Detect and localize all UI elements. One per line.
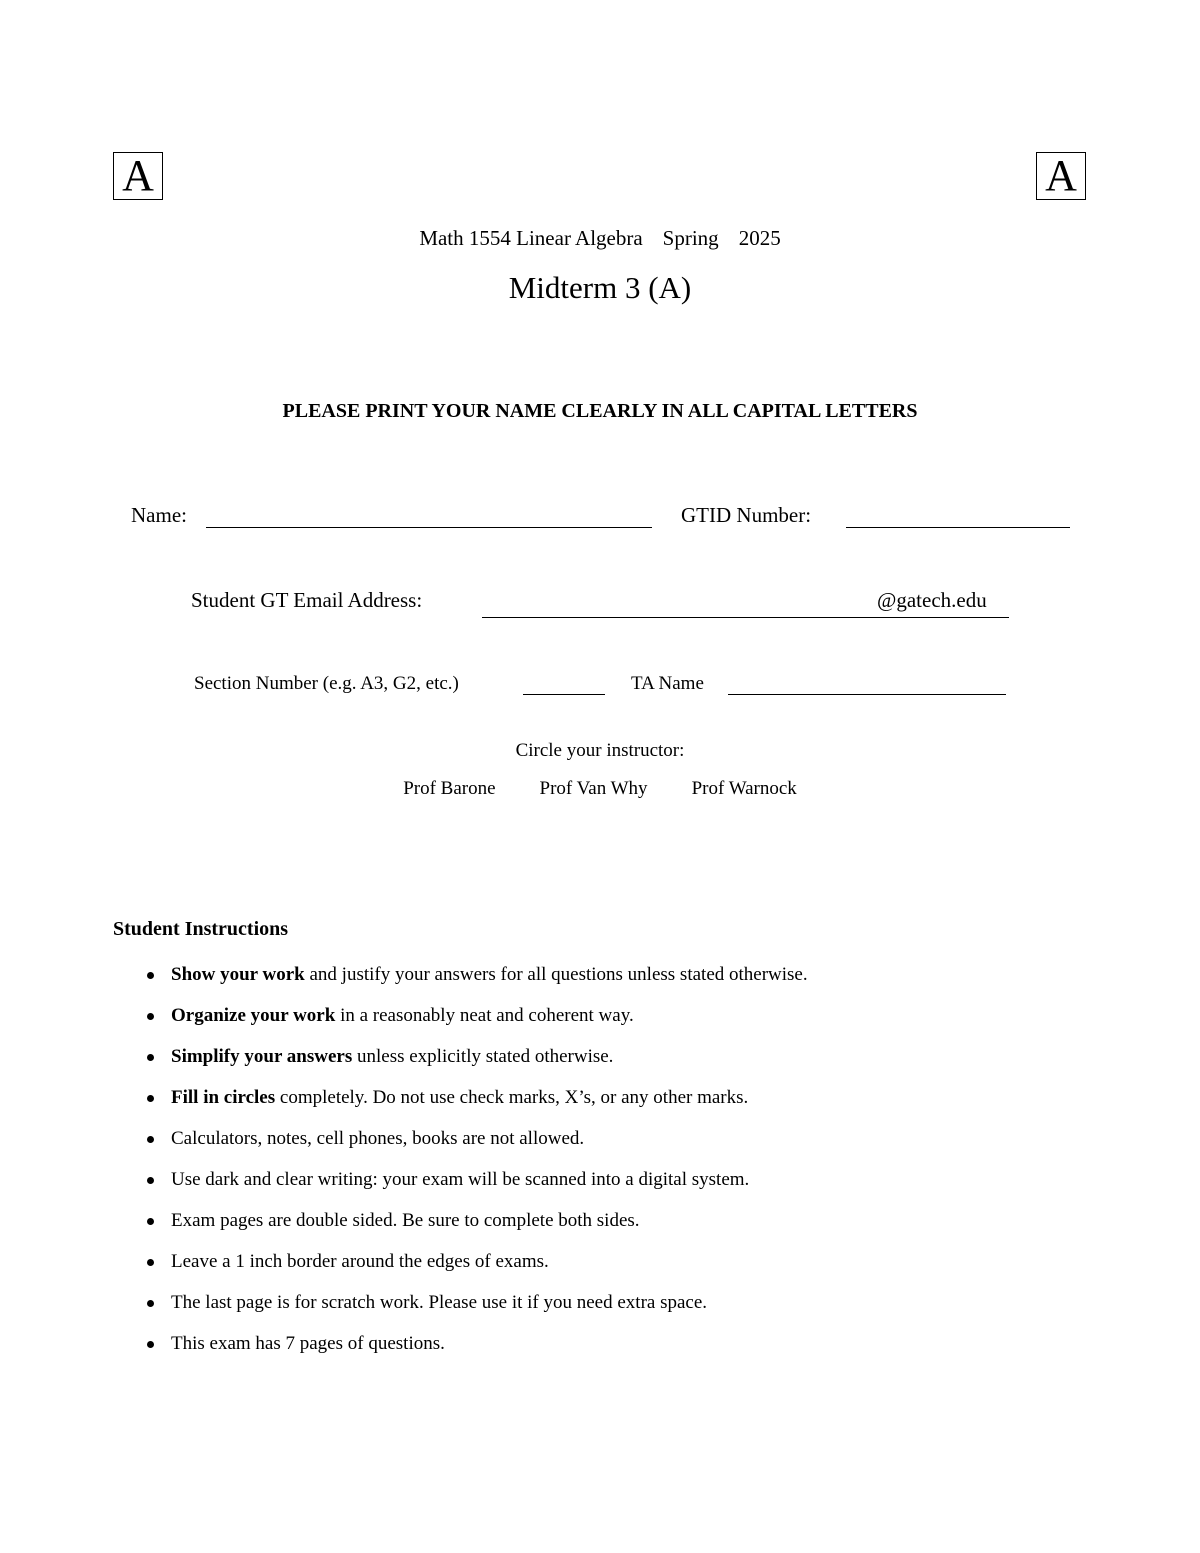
list-item: The last page is for scratch work. Please use it if you need extra space. [140, 1290, 1100, 1331]
course-line [0, 226, 1200, 251]
bullet-icon [147, 1054, 154, 1061]
list-item: Leave a 1 inch border around the edges of exams. [140, 1249, 1100, 1290]
ta-label: TA Name [631, 673, 704, 694]
bullet-icon [147, 1177, 154, 1184]
version-marker-right: A [1036, 152, 1086, 200]
list-item: Calculators, notes, cell phones, books are not allowed. [140, 1126, 1100, 1167]
gtid-label: GTID Number: [681, 503, 812, 527]
bullet-icon [147, 1259, 154, 1266]
name-label: Name: [131, 503, 187, 527]
instructor-option[interactable]: Prof Van Why [539, 778, 648, 799]
list-item: This exam has 7 pages of questions. [140, 1331, 1100, 1372]
instructor-options [0, 778, 1200, 800]
print-name-notice: PLEASE PRINT YOUR NAME CLEARLY IN ALL CAPITAL LETTERS [282, 400, 918, 422]
list-item: Fill in circles completely. Do not use check marks, X’s, or any other marks. [140, 1085, 1100, 1126]
instructions-heading: Student Instructions [113, 918, 289, 940]
bullet-icon [147, 972, 154, 979]
instructor-prompt: Circle your instructor: [515, 740, 685, 761]
course-year: 2025 [738, 226, 781, 250]
list-item: Use dark and clear writing: your exam will be scanned into a digital system. [140, 1167, 1100, 1208]
ta-blank[interactable] [728, 694, 1006, 695]
bullet-icon [147, 1013, 154, 1020]
email-blank[interactable] [482, 617, 1009, 618]
section-blank[interactable] [523, 694, 605, 695]
bullet-icon [147, 1136, 154, 1143]
exam-title: Midterm 3 (A) [508, 270, 692, 305]
name-blank[interactable] [206, 527, 652, 528]
course-term: Spring [662, 226, 719, 250]
list-item: Exam pages are double sided. Be sure to complete both sides. [140, 1208, 1100, 1249]
instructor-option[interactable]: Prof Barone [403, 778, 496, 799]
bullet-icon [147, 1300, 154, 1307]
instructions-list [140, 962, 1100, 1372]
instructor-option[interactable]: Prof Warnock [691, 778, 797, 799]
list-item: Simplify your answers unless explicitly stated otherwise. [140, 1044, 1100, 1085]
section-label: Section Number (e.g. A3, G2, etc.) [194, 673, 459, 694]
bullet-icon [147, 1218, 154, 1225]
email-label: Student GT Email Address: [191, 588, 423, 612]
course-name: Math 1554 Linear Algebra [419, 226, 643, 250]
bullet-icon [147, 1341, 154, 1348]
list-item: Show your work and justify your answers for all questions unless stated otherwise. [140, 962, 1100, 1003]
list-item: Organize your work in a reasonably neat and coherent way. [140, 1003, 1100, 1044]
gtid-blank[interactable] [846, 527, 1070, 528]
email-domain-suffix: @gatech.edu [877, 588, 987, 612]
version-marker-left: A [113, 152, 163, 200]
bullet-icon [147, 1095, 154, 1102]
